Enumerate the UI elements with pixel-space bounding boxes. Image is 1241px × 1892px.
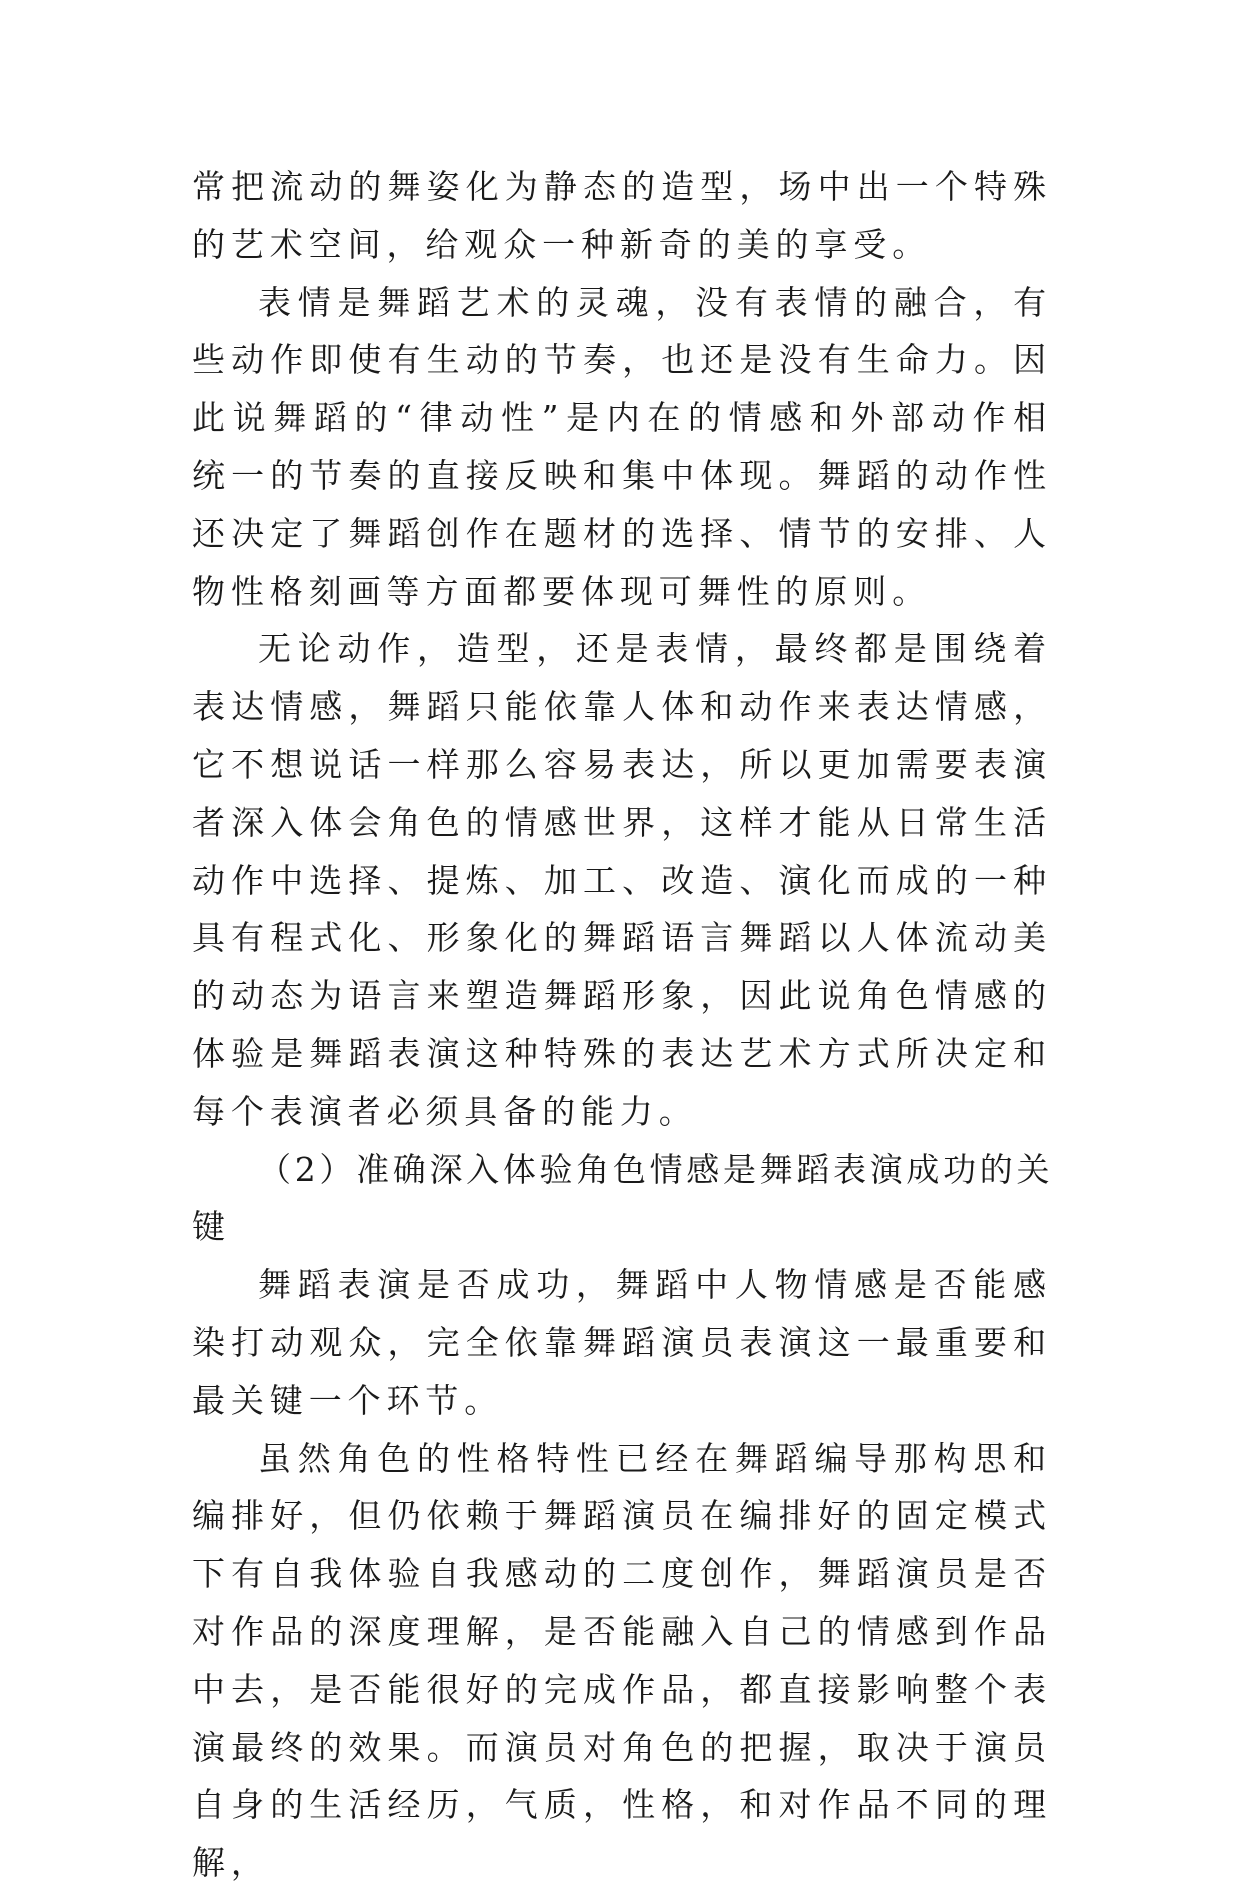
paragraph-character: 虽然角色的性格特性已经在舞蹈编导那构思和编排好，但仍依赖于舞蹈演员在编排好的固定模式下有自我体验自我感动的二度创作，舞蹈演员是否对作品的深度理解，是否能融入自己的情感到作品中去，是否能很好的完成作品，都直接影响整个表演最终的效果。而演员对角色的把握，取决于演员自身的生活经历，气质，性格，和对作品不同的理解， xyxy=(192,1438,1052,1883)
document-body xyxy=(192,158,1052,1892)
paragraph-expression: 表情是舞蹈艺术的灵魂，没有表情的融合，有些动作即使有生动的节奏，也还是没有生命力。因此说舞蹈的“律动性”是内在的情感和外部动作相统一的节奏的直接反映和集中体现。舞蹈的动作性还决定了舞蹈创作在题材的选择、情节的安排、人物性格刻画等方面都要体现可舞性的原则。 xyxy=(192,282,1052,611)
paragraph-success: 舞蹈表演是否成功，舞蹈中人物情感是否能感染打动观众，完全依靠舞蹈演员表演这一最重要和最关键一个环节。 xyxy=(192,1265,1052,1420)
paragraph-continuation: 常把流动的舞姿化为静态的造型，场中出一个特殊的艺术空间，给观众一种新奇的美的享受。 xyxy=(192,167,1052,264)
section-heading: （2）准确深入体验角色情感是舞蹈表演成功的关键 xyxy=(192,1149,1052,1247)
paragraph-emotion: 无论动作，造型，还是表情，最终都是围绕着表达情感，舞蹈只能依靠人体和动作来表达情感，它不想说话一样那么容易表达，所以更加需要表演者深入体会角色的情感世界，这样才能从日常生活动作中选择、提炼、加工、改造、演化而成的一种具有程式化、形象化的舞蹈语言舞蹈以人体流动美的动态为语言来塑造舞蹈形象，因此说角色情感的体验是舞蹈表演这种特殊的表达艺术方式所决定和每个表演者必须具备的能力。 xyxy=(192,629,1052,1131)
